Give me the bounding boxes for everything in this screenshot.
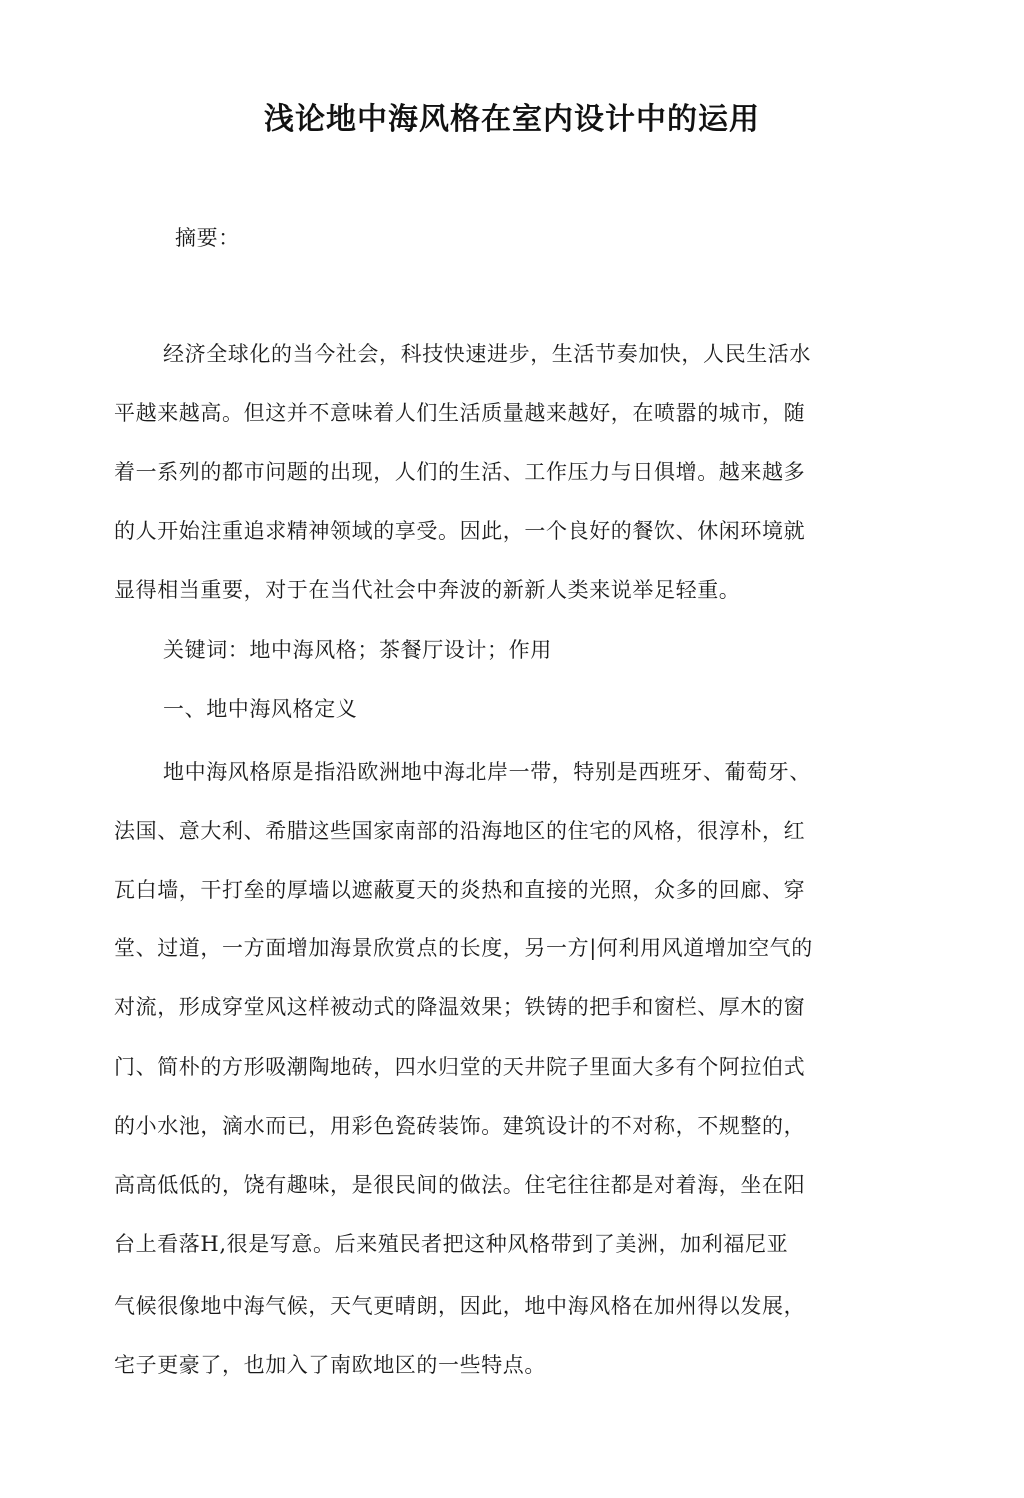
paragraph-line: 平越来越高。但这并不意味着人们生活质量越来越好，在喷嚣的城市，随 [114,401,806,425]
paragraph-line: 气候很像地中海气候，天气更晴朗，因此，地中海风格在加州得以发展， [114,1294,806,1318]
paragraph-line: 门、简朴的方形吸潮陶地砖，四水归堂的天井院子里面大多有个阿拉伯式 [114,1055,806,1079]
paragraph-line: 法国、意大利、希腊这些国家南部的沿海地区的住宅的风格，很淳朴，红 [114,819,806,843]
paragraph-line: 着一系列的都市问题的出现，人们的生活、工作压力与日俱增。越来越多 [114,460,806,484]
paragraph-line: 的人开始注重追求精神领域的享受。因此，一个良好的餐饮、休闲环境就 [114,519,806,543]
paragraph-line: 宅子更豪了，也加入了南欧地区的一些特点。 [114,1353,546,1377]
paragraph-line: 经济全球化的当今社会，科技快速进步，生活节奏加快，人民生活水 [163,342,811,366]
section-heading: 一、地中海风格定义 [163,697,358,721]
paragraph-line: 对流，形成穿堂风这样被动式的降温效果；铁铸的把手和窗栏、厚木的窗 [114,995,806,1019]
paragraph-line: 高高低低的，饶有趣味，是很民间的做法。住宅往往都是对着海，坐在阳 [114,1173,806,1197]
paragraph-line: 堂、过道，一方面增加海景欣赏点的长度，另一方|何利用风道增加空气的 [114,936,813,960]
document-title: 浅论地中海风格在室内设计中的运用 [264,102,760,137]
paragraph-line: 瓦白墙，干打垒的厚墙以遮蔽夏天的炎热和直接的光照，众多的回廊、穿 [114,878,806,902]
abstract-label: 摘要： [175,226,240,250]
paragraph-line: 的小水池，滴水而已，用彩色瓷砖装饰。建筑设计的不对称，不规整的， [114,1114,806,1138]
paragraph-line: 台上看落H,很是写意。后来殖民者把这种风格带到了美洲，加利福尼亚 [114,1232,789,1256]
paragraph-line: 显得相当重要，对于在当代社会中奔波的新新人类来说举足轻重。 [114,578,741,602]
paragraph-line: 地中海风格原是指沿欧洲地中海北岸一带，特别是西班牙、葡萄牙、 [163,760,811,784]
keywords: 关键词：地中海风格；茶餐厅设计；作用 [163,638,552,662]
